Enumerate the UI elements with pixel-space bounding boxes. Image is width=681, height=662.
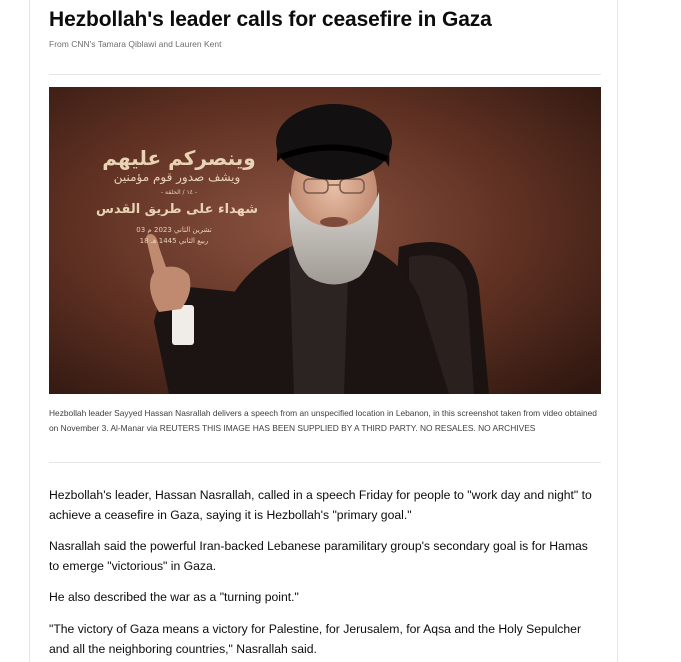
overlay-line-3: - ١٤ / الحلقة - — [160, 189, 198, 196]
divider-top — [49, 74, 601, 75]
article-headline: Hezbollah's leader calls for ceasefire in Gaza — [49, 8, 492, 31]
photo-illustration — [49, 87, 601, 394]
overlay-line-6: 18 ربيع الثاني 1445 هـ — [139, 237, 209, 245]
body-paragraph: Hezbollah's leader, Hassan Nasrallah, called in a speech Friday for people to "work day and night" to achieve a ceasefire in Gaza, saying it is Hezbollah's "primary goal." — [49, 488, 592, 522]
overlay-line-4: شهداء على طريق القدس — [96, 202, 258, 217]
article-byline: From CNN's Tamara Qiblawi and Lauren Kent — [49, 39, 222, 49]
divider-bottom — [49, 462, 601, 463]
body-paragraph: Nasrallah said the powerful Iran-backed Lebanese paramilitary group's secondary goal is for Hamas to emerge "victorious" in Gaza. — [49, 539, 588, 573]
overlay-line-5: 03 تشرين الثاني 2023 م — [136, 226, 212, 234]
article-photo[interactable] — [49, 87, 601, 394]
body-paragraph: He also described the war as a "turning point." — [49, 590, 299, 604]
overlay-line-2: ويشف صدور قوم مؤمنين — [113, 170, 241, 184]
body-paragraph: "The victory of Gaza means a victory for Palestine, for Jerusalem, for Aqsa and the Holy Sepulcher and all the neighboring countries," Nasrallah said. — [49, 622, 582, 656]
photo-caption: Hezbollah leader Sayyed Hassan Nasrallah delivers a speech from an unspecified location in Lebanon, in this screenshot taken from video obtained on November 3. Al-Manar via REUTERS THIS IMAGE HAS BEEN SUPPLIED BY A THIRD PARTY. NO RESALES. NO ARCHIVES — [49, 408, 597, 433]
overlay-line-1: وينصركم عليهم — [102, 146, 256, 170]
article-card — [29, 0, 618, 662]
